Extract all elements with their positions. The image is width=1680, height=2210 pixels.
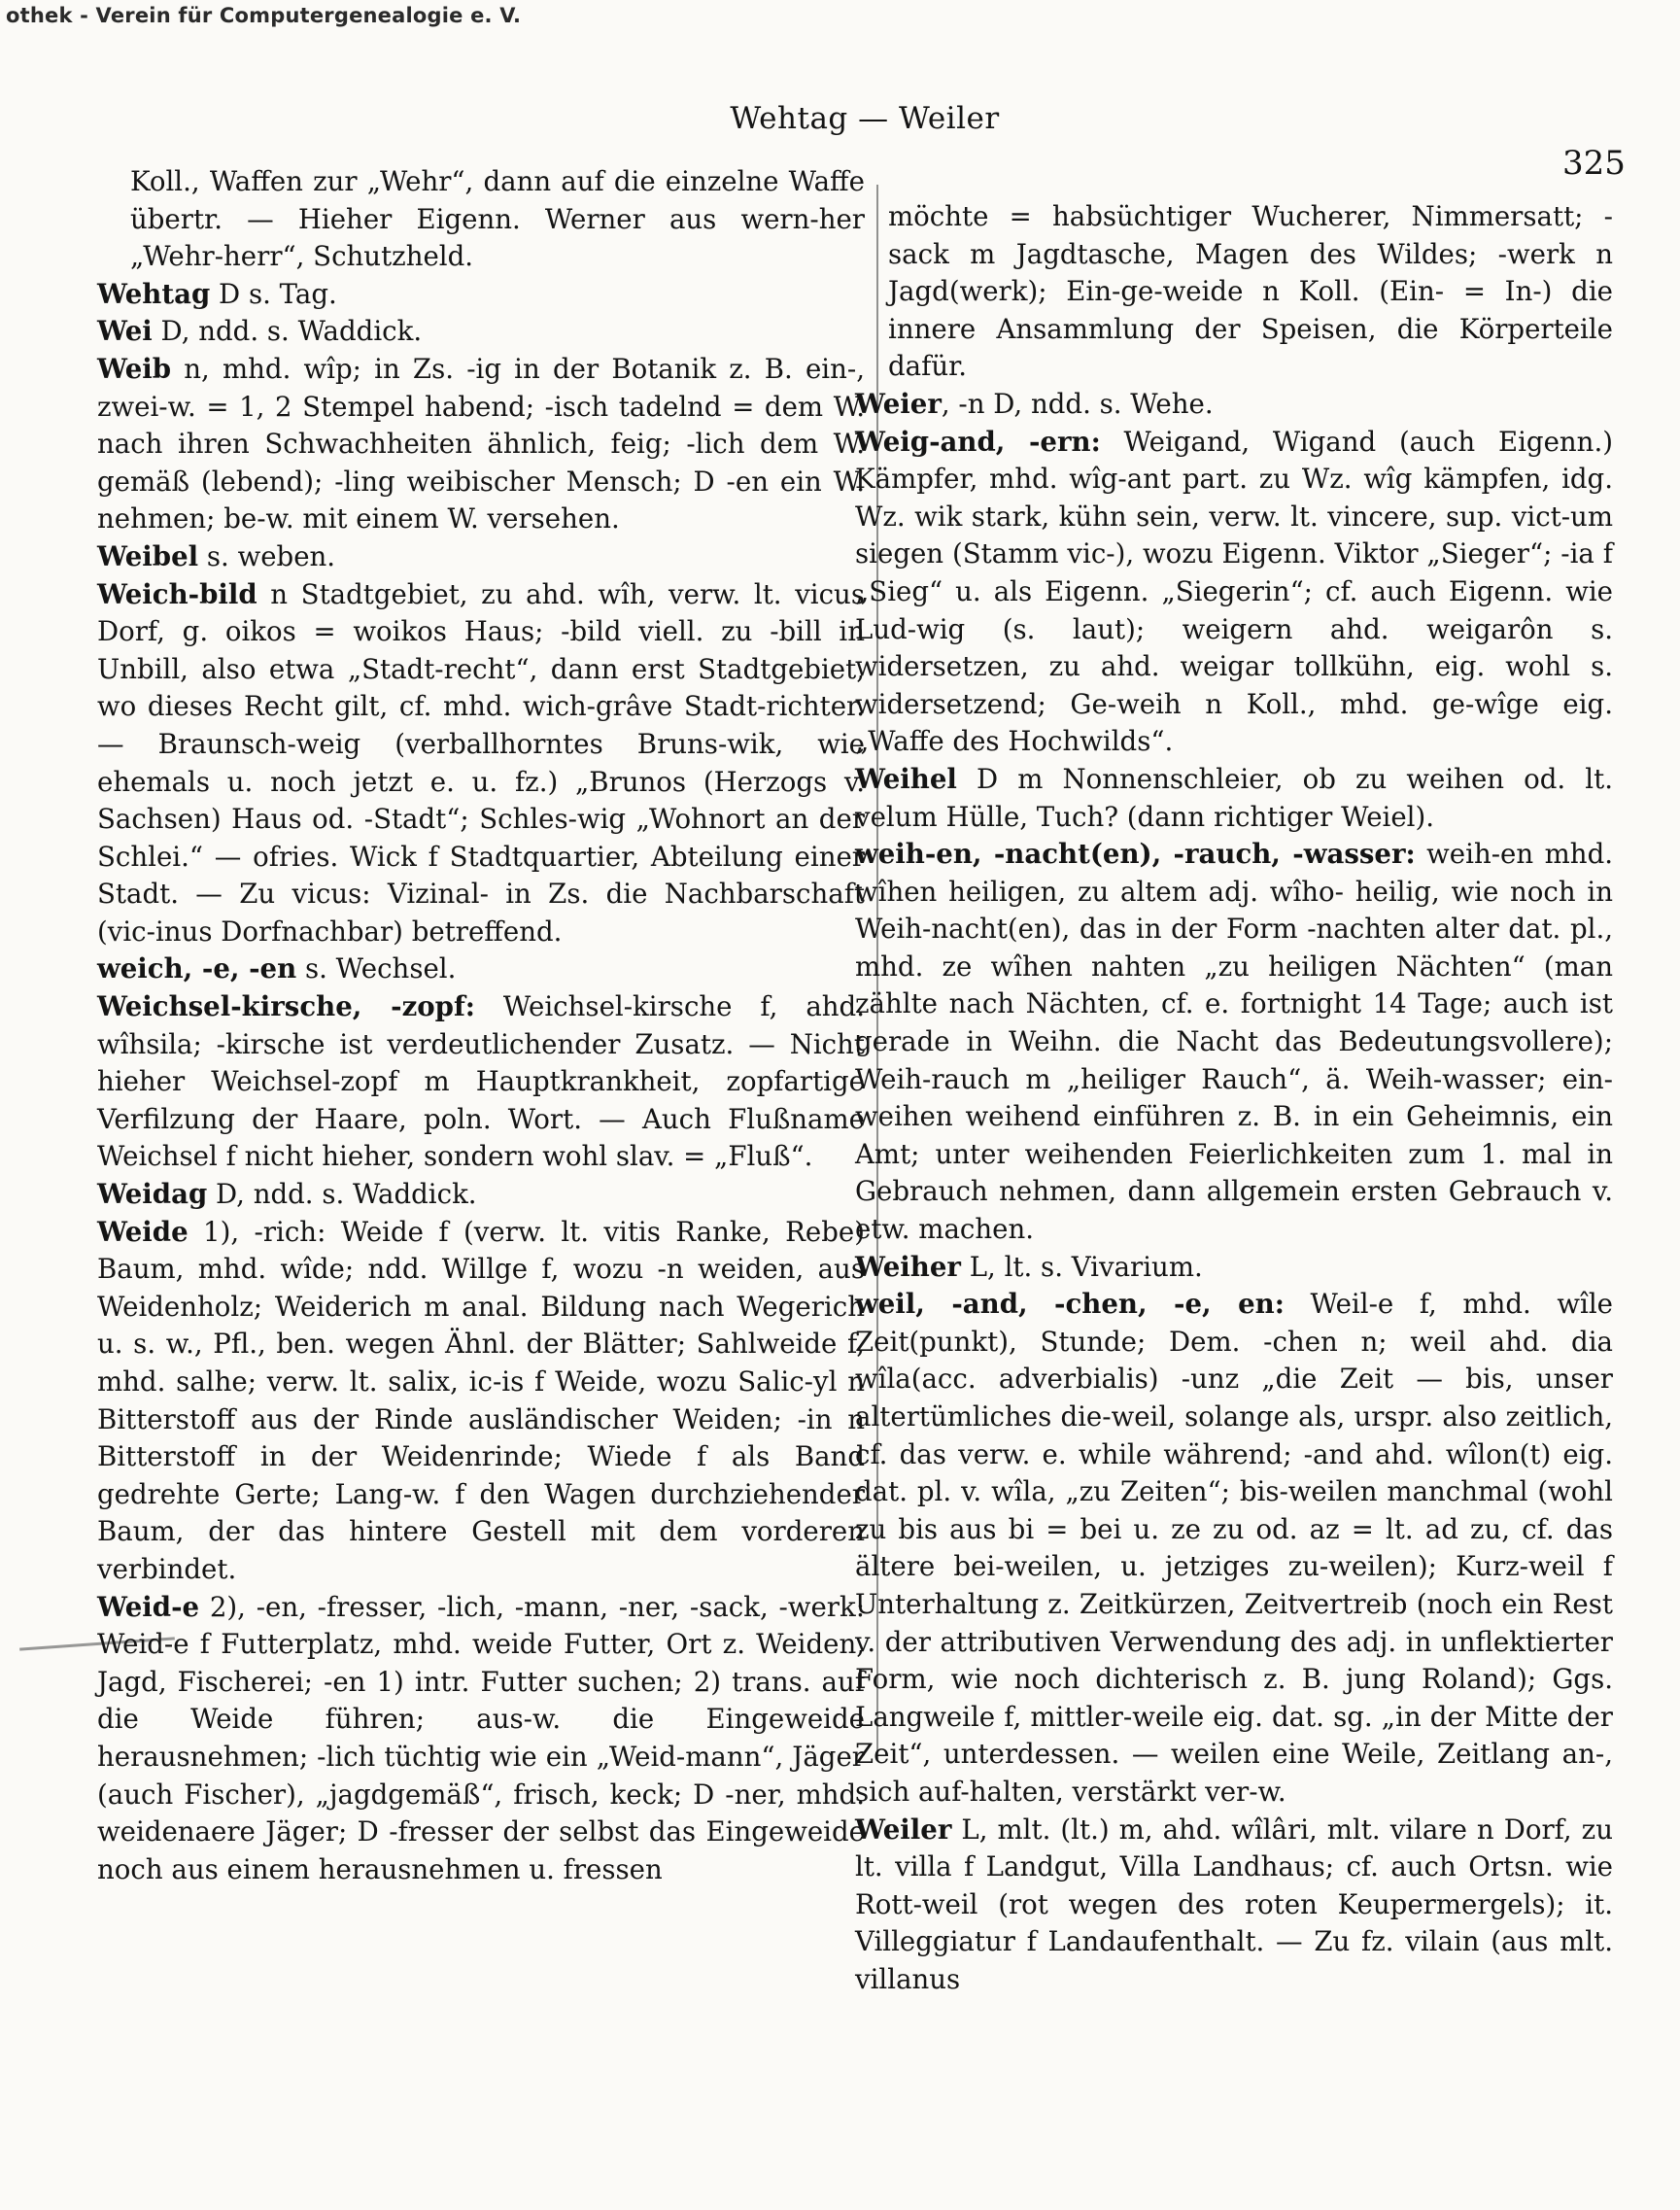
dictionary-entry bbox=[97, 1176, 865, 1214]
headword: Weidag bbox=[97, 1178, 208, 1211]
dictionary-entry bbox=[855, 198, 1613, 386]
dictionary-entry bbox=[855, 1249, 1613, 1287]
entry-text: Weigand, Wigand (auch Eigenn.) Kämpfer, mhd. wîg-ant part. zu Wz. wîg kämpfen, idg. Wz. wik stark, kühn sein, verw. lt. vincere, sup. vict-um siegen (Stamm vic-), wozu Eigenn. Viktor „Sieger“; -ia f „Sieg“ u. als Eigenn. „Siegerin“; cf. auch Eigenn. wie Lud-wig (s. laut); weigern ahd. weigarôn s. widersetzen, zu ahd. weigar tollkühn, eig. wohl s. widersetzend; Ge-weih n Koll., mhd. ge-wîge eig. „Waffe des Hochwilds“. bbox=[855, 425, 1613, 758]
entry-text: L, mlt. (lt.) m, ahd. wîlâri, mlt. vilare n Dorf, zu lt. villa f Landgut, Villa Landhaus; cf. auch Ortsn. wie Rott-weil (rot wegen des roten Keupermergels); it. Villeggiatur f Landaufenthalt. — Zu fz. vilain (aus mlt. villanus bbox=[855, 1813, 1613, 1995]
entry-text: möchte = habsüchtiger Wucherer, Nimmersatt; -sack m Jagdtasche, Magen des Wildes; -werk n Jagd(werk); Ein-ge-weide n Koll. (Ein- = In-) die innere Ansammlung der Speisen, die Körperteile dafür. bbox=[888, 200, 1613, 383]
watermark: othek - Verein für Computergenealogie e. V. bbox=[6, 4, 522, 27]
entry-text: n, mhd. wîp; in Zs. -ig in der Botanik z. B. ein-, zwei-w. = 1, 2 Stempel habend; -isch tadelnd = dem W. nach ihren Schwachheiten ähnlich, feig; -lich dem W. gemäß (lebend); -ling weibischer Mensch; D -en ein W. nehmen; be-w. mit einem W. versehen. bbox=[97, 352, 865, 535]
entry-text: Koll., Waffen zur „Wehr“, dann auf die einzelne Waffe übertr. — Hieher Eigenn. Werner aus wern-her „Wehr-herr“, Schutzheld. bbox=[130, 165, 865, 273]
dictionary-entry bbox=[97, 950, 865, 988]
dictionary-entry bbox=[855, 761, 1613, 836]
entry-text: Weil-e f, mhd. wîle Zeit(punkt), Stunde; Dem. -chen n; weil ahd. dia wîla(acc. adverbialis) -unz „die Zeit — bis, unser altertümliches die-weil, solange als, urspr. also zeitlich, cf. das verw. e. while während; -and ahd. wîlon(t) eig. dat. pl. v. wîla, „zu Zeiten“; bis-weilen manchmal (wohl zu bis aus bi = bei u. ze zu od. az = lt. ad zu, cf. das ältere bei-weilen, u. jetziges zu-weilen); Kurz-weil f Unterhaltung z. Zeitkürzen, Zeitvertreib (noch ein Rest v. der attributiven Verwendung des adj. in unflektierter Form, wie noch dichterisch z. B. jung Roland); Ggs. Langweile f, mittler-weile eig. dat. sg. „in der Mitte der Zeit“, unterdessen. — weilen eine Weile, Zeitlang an-, sich auf-halten, verstärkt ver-w. bbox=[855, 1288, 1613, 1808]
headword: Weib bbox=[97, 352, 172, 385]
page-number: 325 bbox=[1562, 144, 1626, 183]
dictionary-entry bbox=[855, 424, 1613, 761]
dictionary-entry bbox=[97, 313, 865, 351]
dictionary-entry bbox=[97, 1589, 865, 1889]
dictionary-entry bbox=[855, 836, 1613, 1249]
dictionary-entry bbox=[97, 276, 865, 314]
entry-text: s. weben. bbox=[198, 539, 336, 572]
headword: Weiher bbox=[855, 1250, 961, 1283]
dictionary-entry bbox=[97, 988, 865, 1176]
dictionary-entry bbox=[97, 538, 865, 576]
headword: Weich-bild bbox=[97, 577, 257, 610]
dictionary-entry bbox=[97, 351, 865, 538]
entry-text: 1), -rich: Weide f (verw. lt. vitis Ranke, Rebe) Baum, mhd. wîde; ndd. Willge f, wozu -n weiden, aus Weidenholz; Weiderich m anal. Bildung nach Wegerich u. s. w., Pfl., ben. wegen Ähnl. der Blätter; Sahlweide f, mhd. salhe; verw. lt. salix, ic-is f Weide, wozu Salic-yl n Bitterstoff aus der Rinde ausländischer Weiden; -in n Bitterstoff in der Weidenrinde; Wiede f als Band gedrehte Gerte; Lang-w. f den Wagen durchziehender Baum, der das hintere Gestell mit dem vorderen verbindet. bbox=[97, 1215, 865, 1585]
headword: Wei bbox=[97, 315, 153, 348]
entry-text: weih-en mhd. wîhen heiligen, zu altem adj. wîho- heilig, wie noch in Weih-nacht(en), das in der Form -nachten alter dat. pl., mhd. ze wîhen nahten „zu heiligen Nächten“ (man zählte nach Nächten, cf. e. fortnight 14 Tage; auch ist gerade in Weihn. die Nacht das Bedeutungsvollere); Weih-rauch m „heiliger Rauch“, ä. Weih-wasser; ein-weihen weihend einführen z. B. in ein Geheimnis, ein Amt; unter weihenden Feierlichkeiten zum 1. mal in Gebrauch nehmen, dann allgemein ersten Gebrauch v. etw. machen. bbox=[855, 838, 1614, 1246]
headword: Weichsel-kirsche, -zopf: bbox=[97, 990, 475, 1023]
entry-text: D m Nonnenschleier, ob zu weihen od. lt. velum Hülle, Tuch? (dann richtiger Weiel). bbox=[855, 762, 1613, 833]
dictionary-entry bbox=[855, 1812, 1613, 1999]
headword: weil, -and, -chen, -e, en: bbox=[855, 1288, 1285, 1321]
entry-text: D, ndd. s. Waddick. bbox=[152, 315, 423, 348]
dictionary-entry bbox=[855, 386, 1613, 424]
headword: Weid-e bbox=[97, 1590, 200, 1623]
entry-text: s. Wechsel. bbox=[296, 952, 457, 985]
entry-text: 2), -en, -fresser, -lich, -mann, -ner, -sack, -werk: Weid-e f Futterplatz, mhd. weide Futter, Ort z. Weiden, Jagd, Fischerei; -en 1) intr. Futter suchen; 2) trans. auf die Weide führen; aus-w. die Eingeweide herausnehmen; -lich tüchtig wie ein „Weid-mann“, Jäger (auch Fischer), „jagdgemäß“, frisch, keck; D -ner, mhd. weidenaere Jäger; D -fresser der selbst das Eingeweide noch aus einem herausnehmen u. fressen bbox=[97, 1590, 865, 1885]
headword: Weide bbox=[97, 1215, 189, 1248]
entry-text: Weichsel-kirsche f, ahd. wîhsila; -kirsche ist verdeutlichender Zusatz. — Nicht hieher Weichsel-zopf m Hauptkrankheit, zopfartige Verfilzung der Haare, poln. Wort. — Auch Flußname Weichsel f nicht hieher, sondern wohl slav. = „Fluß“. bbox=[97, 990, 865, 1173]
headword: Weier bbox=[855, 387, 942, 420]
headword: Weibel bbox=[97, 539, 199, 572]
left-column bbox=[97, 163, 865, 1888]
headword: Weig-and, -ern: bbox=[855, 425, 1101, 458]
entry-text: D, ndd. s. Waddick. bbox=[207, 1178, 477, 1211]
entry-text: , -n D, ndd. s. Wehe. bbox=[941, 387, 1214, 420]
dictionary-entry bbox=[97, 576, 865, 951]
headword: Wehtag bbox=[97, 277, 211, 310]
entry-text: L, lt. s. Vivarium. bbox=[960, 1250, 1203, 1283]
dictionary-entry bbox=[97, 163, 865, 276]
headword: weih-en, -nacht(en), -rauch, -wasser: bbox=[855, 838, 1416, 871]
headword: Weihel bbox=[855, 762, 957, 795]
entry-text: D s. Tag. bbox=[210, 277, 337, 310]
dictionary-entry bbox=[97, 1214, 865, 1589]
entry-text: n Stadtgebiet, zu ahd. wîh, verw. lt. vicus Dorf, g. oikos = woikos Haus; -bild viell. zu -bill in Unbill, also etwa „Stadt-recht“, dann erst Stadtgebiet, wo dieses Recht gilt, cf. mhd. wich-grâve Stadt-richter. — Braunsch-weig (verballhorntes Bruns-wik, wie ehemals u. noch jetzt e. u. fz.) „Brunos (Herzogs v. Sachsen) Haus od. -Stadt“; Schles-wig „Wohnort an der Schlei.“ — ofries. Wick f Stadtquartier, Abteilung einer Stadt. — Zu vicus: Vizinal- in Zs. die Nachbarschaft (vic-inus Dorfnachbar) betreffend. bbox=[97, 577, 865, 948]
right-column bbox=[855, 198, 1613, 1999]
headword: Weiler bbox=[855, 1813, 952, 1846]
headword: weich, -e, -en bbox=[97, 952, 297, 985]
running-head: Wehtag — Weiler bbox=[730, 101, 1000, 136]
dictionary-entry bbox=[855, 1286, 1613, 1811]
